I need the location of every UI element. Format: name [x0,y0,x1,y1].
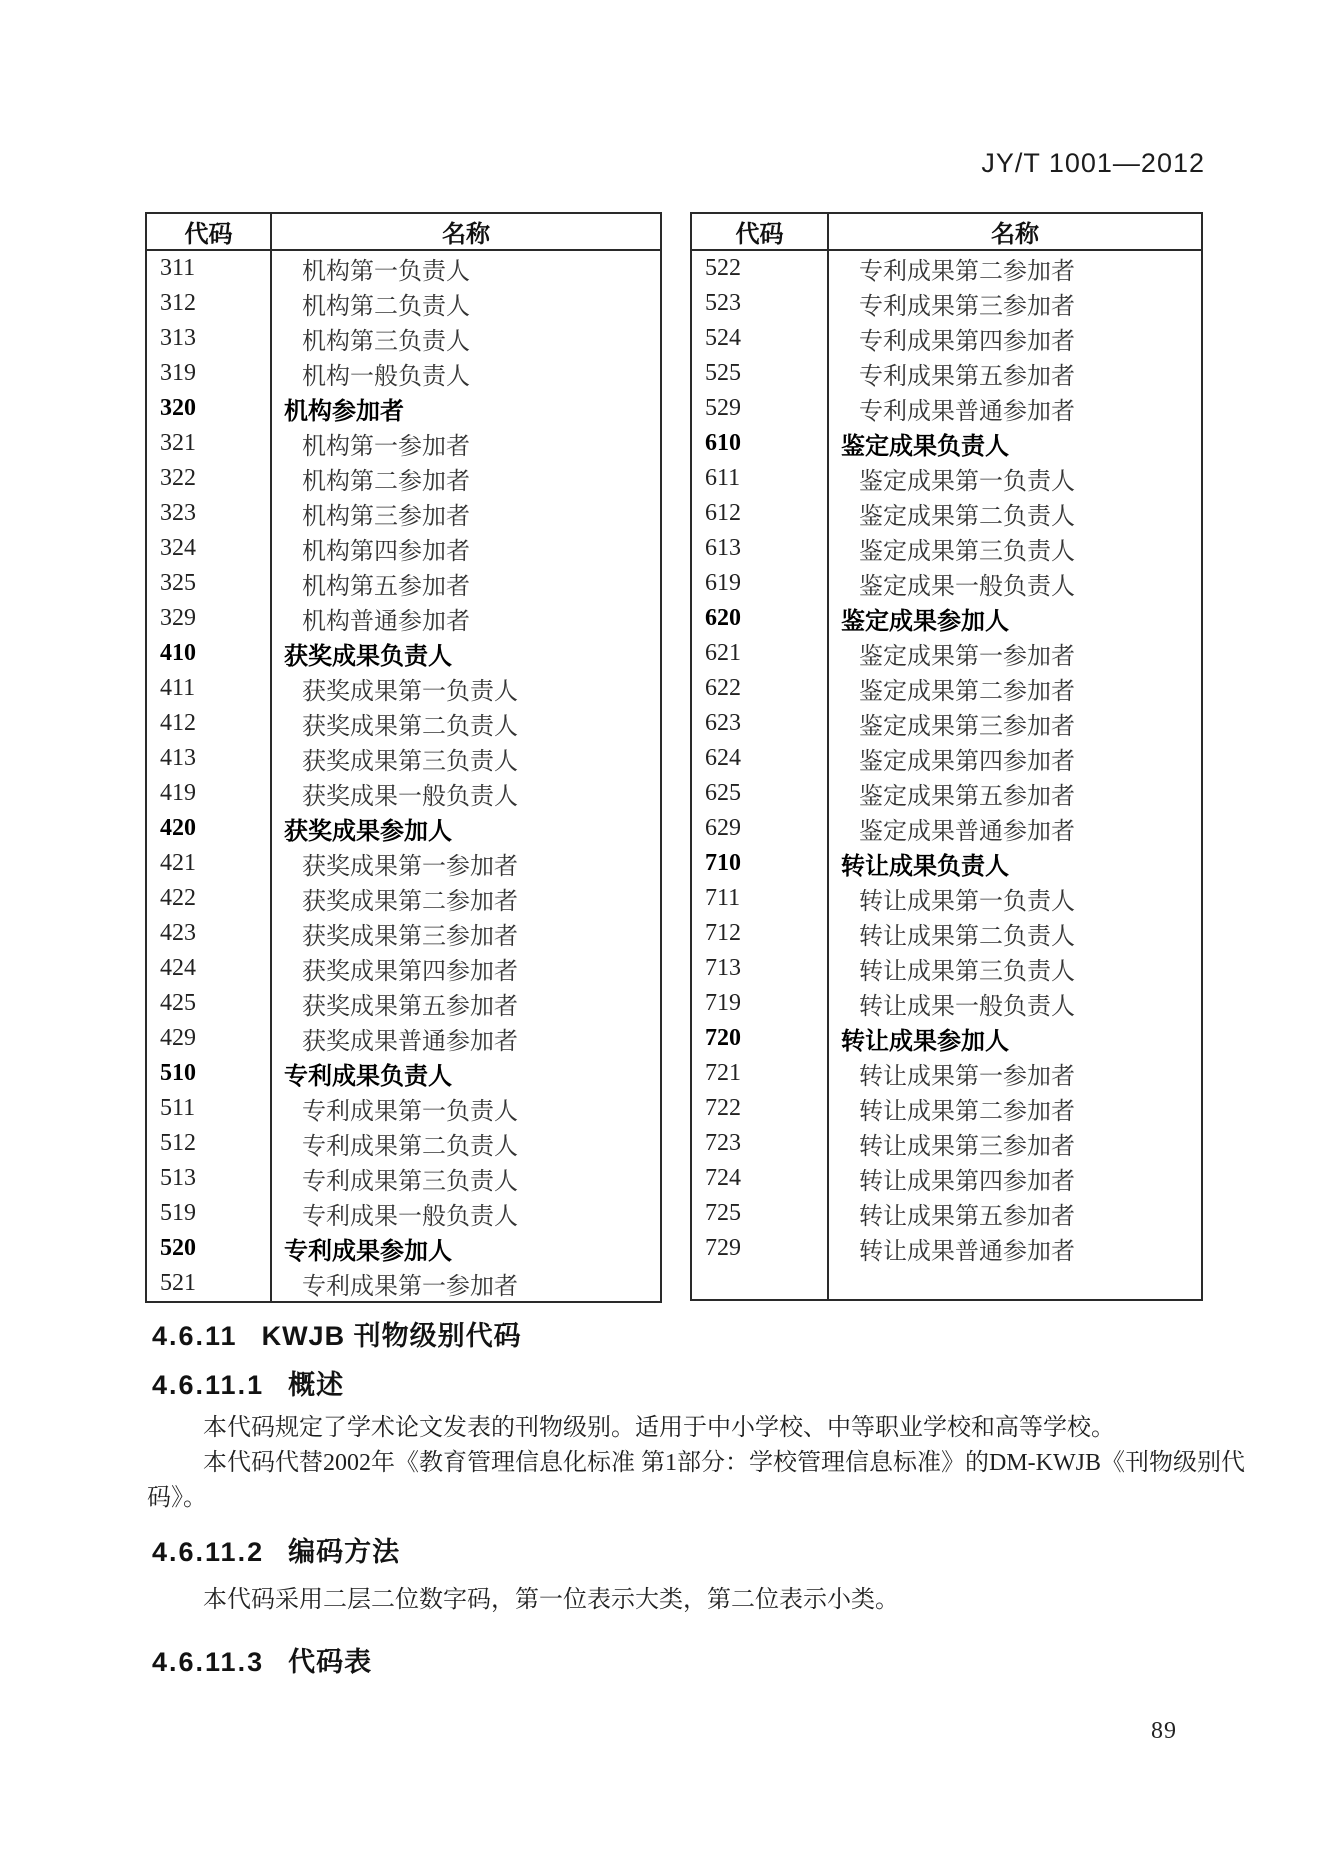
code-cell: 522 [691,250,828,286]
table-row [146,706,661,741]
code-cell: 521 [146,1266,271,1302]
table-row [691,250,1202,286]
table-row [691,461,1202,496]
code-cell: 525 [691,356,828,391]
name-cell: 转让成果负责人 [841,853,1009,880]
name-cell: 获奖成果第三参加者 [302,924,518,950]
code-cell: 419 [146,776,271,811]
name-cell: 获奖成果第一负责人 [302,679,518,705]
table-row [146,1056,661,1091]
code-cell: 620 [691,601,828,636]
code-cell: 421 [146,846,271,881]
code-cell: 712 [691,916,828,951]
table-head [691,213,1202,250]
page-number: 89 [1151,1718,1177,1744]
name-cell: 机构第四参加者 [302,539,470,565]
section-heading-4-6-11-2 [152,1530,400,1569]
table-row [691,531,1202,566]
name-cell: 专利成果第三参加者 [859,294,1075,320]
code-cell: 613 [691,531,828,566]
filler-code-cell [691,1266,828,1300]
code-cell: 412 [146,706,271,741]
filler-name-cell [828,1266,1202,1300]
code-cell: 524 [691,321,828,356]
section-heading-4-6-11-1 [152,1363,344,1402]
paragraph-overview-replacement [147,1446,1245,1516]
code-cell: 622 [691,671,828,706]
code-table-left [145,212,662,1303]
table-row [691,1091,1202,1126]
table-row [146,286,661,321]
table-row [691,426,1202,461]
name-cell: 机构第五参加者 [302,574,470,600]
code-cell: 420 [146,811,271,846]
code-cell: 323 [146,496,271,531]
code-cell: 719 [691,986,828,1021]
table-row [691,566,1202,601]
name-cell: 鉴定成果一般负责人 [859,574,1075,600]
code-cell: 625 [691,776,828,811]
code-cell: 321 [146,426,271,461]
table-row [691,916,1202,951]
name-cell: 获奖成果第一参加者 [302,854,518,880]
table-row [691,636,1202,671]
name-cell: 转让成果第四参加者 [859,1169,1075,1195]
table-row [146,250,661,286]
heading-title: 编码方法 [288,1537,401,1567]
code-cell: 513 [146,1161,271,1196]
code-cell: 411 [146,671,271,706]
table-row [146,916,661,951]
table-row [146,776,661,811]
code-cell: 710 [691,846,828,881]
table-row [146,846,661,881]
heading-number: 4.6.11.1 [152,1370,265,1400]
name-cell: 专利成果第二负责人 [302,1134,518,1160]
name-cell: 获奖成果负责人 [284,643,452,670]
code-cell: 729 [691,1231,828,1266]
code-cell: 324 [146,531,271,566]
table-row [146,1091,661,1126]
table-row [691,706,1202,741]
heading-number: 4.6.11.3 [152,1647,265,1677]
code-cell: 611 [691,461,828,496]
table-row [146,461,661,496]
name-cell: 转让成果参加人 [841,1028,1009,1055]
table-row [146,391,661,426]
paragraph-line: 本代码代替2002年《教育管理信息化标准 第1部分：学校管理信息标准》的DM-KWJB《刊物级别代 [203,1450,1245,1476]
table-row [691,986,1202,1021]
name-cell: 机构参加者 [284,398,404,425]
table-row [691,776,1202,811]
heading-title: 代码表 [288,1647,373,1677]
table-row [146,741,661,776]
code-cell: 624 [691,741,828,776]
table-row [691,671,1202,706]
code-cell: 519 [146,1196,271,1231]
table-row [146,566,661,601]
heading-number: 4.6.11.2 [152,1537,265,1567]
name-cell: 鉴定成果第一参加者 [859,644,1075,670]
code-cell: 322 [146,461,271,496]
table-row [146,356,661,391]
table-filler [691,1266,1202,1300]
code-cell: 325 [146,566,271,601]
code-cell: 312 [146,286,271,321]
table-row [146,1231,661,1266]
name-cell: 专利成果第四参加者 [859,329,1075,355]
table-row [691,1021,1202,1056]
table-row [146,881,661,916]
code-cell: 512 [146,1126,271,1161]
name-cell: 专利成果第二参加者 [859,259,1075,285]
table-row [691,1161,1202,1196]
code-cell: 713 [691,951,828,986]
code-cell: 725 [691,1196,828,1231]
table-row [146,1196,661,1231]
table-row [146,601,661,636]
table-row [146,321,661,356]
table-row [691,1056,1202,1091]
table-head [146,213,661,250]
name-cell: 机构第一参加者 [302,434,470,460]
name-cell: 获奖成果一般负责人 [302,784,518,810]
table-row [146,1126,661,1161]
name-cell: 专利成果第一负责人 [302,1099,518,1125]
heading-title: 概述 [288,1370,345,1400]
code-cell: 510 [146,1056,271,1091]
name-cell: 转让成果第五参加者 [859,1204,1075,1230]
name-cell: 机构第一负责人 [302,259,470,285]
code-cell: 529 [691,391,828,426]
section-heading-4-6-11 [152,1314,522,1353]
code-cell: 520 [146,1231,271,1266]
name-cell: 转让成果第三参加者 [859,1134,1075,1160]
name-cell: 专利成果负责人 [284,1063,452,1090]
table-row [691,1126,1202,1161]
table-body [691,250,1202,1266]
column-header-code: 代码 [691,213,828,250]
table-row [691,356,1202,391]
name-cell: 转让成果第二负责人 [859,924,1075,950]
code-cell: 619 [691,566,828,601]
table-row [691,601,1202,636]
name-cell: 转让成果第二参加者 [859,1099,1075,1125]
table-row [146,496,661,531]
name-cell: 机构第二负责人 [302,294,470,320]
table-row [691,1231,1202,1266]
doc-number: JY/T 1001—2012 [981,148,1205,178]
code-cell: 523 [691,286,828,321]
name-cell: 鉴定成果第四参加者 [859,749,1075,775]
name-cell: 专利成果第五参加者 [859,364,1075,390]
header-row [146,213,661,250]
code-cell: 610 [691,426,828,461]
code-cell: 311 [146,250,271,286]
table-row [691,391,1202,426]
code-cell: 424 [146,951,271,986]
name-cell: 鉴定成果普通参加者 [859,819,1075,845]
table-row [146,1161,661,1196]
name-cell: 转让成果第一负责人 [859,889,1075,915]
name-cell: 鉴定成果第二参加者 [859,679,1075,705]
table-row [691,846,1202,881]
code-cell: 722 [691,1091,828,1126]
name-cell: 转让成果普通参加者 [859,1239,1075,1265]
name-cell: 转让成果一般负责人 [859,994,1075,1020]
name-cell: 鉴定成果第二负责人 [859,504,1075,530]
name-cell: 获奖成果第二负责人 [302,714,518,740]
paragraph-line: 码》。 [147,1485,207,1511]
name-cell: 获奖成果第二参加者 [302,889,518,915]
section-heading-4-6-11-3 [152,1640,372,1679]
code-cell: 720 [691,1021,828,1056]
table-row [691,811,1202,846]
code-cell: 723 [691,1126,828,1161]
paragraph-overview-scope [147,1411,1227,1446]
code-table-right [690,212,1203,1301]
name-cell: 鉴定成果第三参加者 [859,714,1075,740]
code-cell: 425 [146,986,271,1021]
header-row [691,213,1202,250]
filler-row [691,1266,1202,1300]
name-cell: 鉴定成果第一负责人 [859,469,1075,495]
table-row [146,671,661,706]
column-header-code: 代码 [146,213,271,250]
name-cell: 转让成果第三负责人 [859,959,1075,985]
name-cell: 获奖成果普通参加者 [302,1029,518,1055]
code-cell: 511 [146,1091,271,1126]
table-row [146,811,661,846]
code-cell: 410 [146,636,271,671]
name-cell: 机构普通参加者 [302,609,470,635]
code-cell: 721 [691,1056,828,1091]
code-cell: 711 [691,881,828,916]
name-cell: 鉴定成果第五参加者 [859,784,1075,810]
paragraph-line: 本代码规定了学术论文发表的刊物级别。适用于中小学校、中等职业学校和高等学校。 [203,1415,1115,1441]
heading-title: KWJB 刊物级别代码 [261,1321,522,1351]
name-cell: 获奖成果第三负责人 [302,749,518,775]
table-row [146,1266,661,1302]
name-cell: 鉴定成果参加人 [841,608,1009,635]
column-header-name: 名称 [828,213,1202,250]
code-cell: 422 [146,881,271,916]
paragraph-line: 本代码采用二层二位数字码，第一位表示大类，第二位表示小类。 [203,1587,899,1613]
table-row [691,951,1202,986]
code-cell: 612 [691,496,828,531]
heading-number: 4.6.11 [152,1321,238,1351]
table-row [146,1021,661,1056]
name-cell: 获奖成果参加人 [284,818,452,845]
table-row [691,741,1202,776]
code-cell: 320 [146,391,271,426]
code-cell: 413 [146,741,271,776]
name-cell: 专利成果第一参加者 [302,1274,518,1300]
table-row [691,321,1202,356]
name-cell: 鉴定成果第三负责人 [859,539,1075,565]
paragraph-encoding-method [147,1583,1227,1618]
code-cell: 319 [146,356,271,391]
code-cell: 623 [691,706,828,741]
name-cell: 专利成果一般负责人 [302,1204,518,1230]
name-cell: 获奖成果第四参加者 [302,959,518,985]
code-cell: 313 [146,321,271,356]
name-cell: 转让成果第一参加者 [859,1064,1075,1090]
code-cell: 724 [691,1161,828,1196]
table-row [146,426,661,461]
table-row [691,496,1202,531]
code-cell: 621 [691,636,828,671]
code-cell: 429 [146,1021,271,1056]
table-row [146,531,661,566]
table-row [691,1196,1202,1231]
name-cell: 机构第三参加者 [302,504,470,530]
column-header-name: 名称 [271,213,661,250]
table-body [146,250,661,1302]
code-cell: 423 [146,916,271,951]
code-cell: 329 [146,601,271,636]
name-cell: 专利成果第三负责人 [302,1169,518,1195]
table-row [691,286,1202,321]
name-cell: 获奖成果第五参加者 [302,994,518,1020]
table-row [146,636,661,671]
table-row [146,951,661,986]
name-cell: 机构第三负责人 [302,329,470,355]
name-cell: 机构一般负责人 [302,364,470,390]
code-cell: 629 [691,811,828,846]
table-row [146,986,661,1021]
table-row [691,881,1202,916]
name-cell: 机构第二参加者 [302,469,470,495]
name-cell: 专利成果普通参加者 [859,399,1075,425]
name-cell: 鉴定成果负责人 [841,433,1009,460]
name-cell: 专利成果参加人 [284,1238,452,1265]
